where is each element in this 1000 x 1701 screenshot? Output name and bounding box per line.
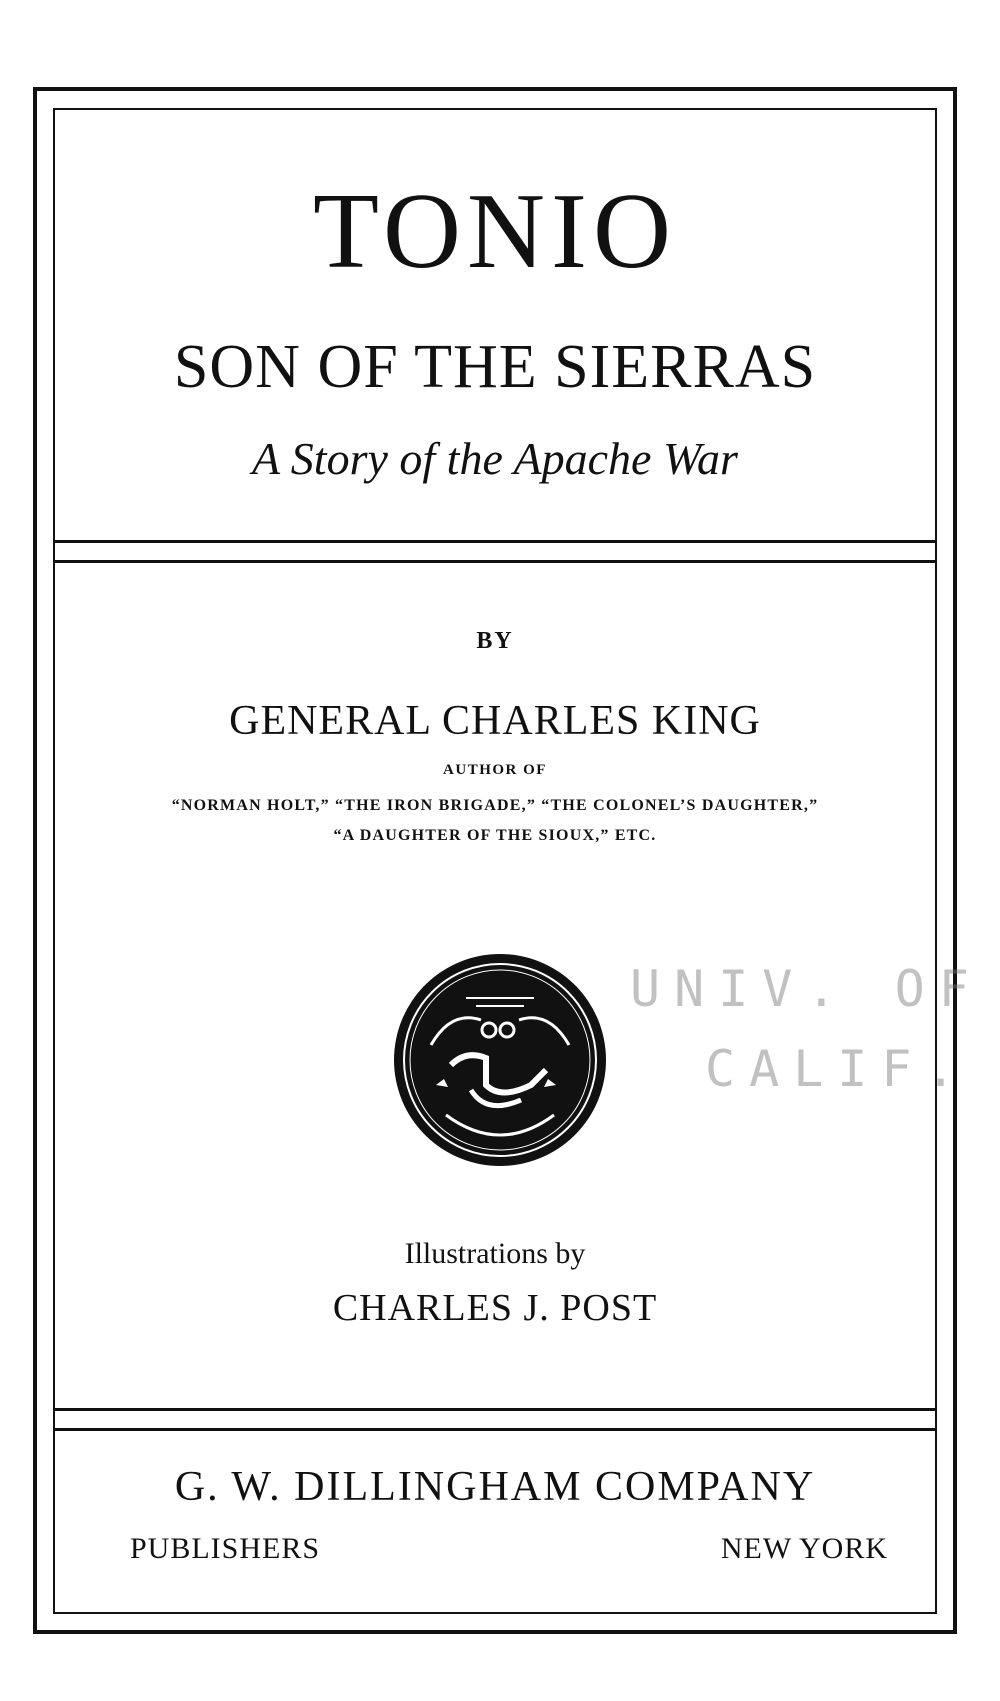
title-divider-top [53,540,937,543]
author-of-label: AUTHOR OF [443,762,547,778]
illustrator-name: CHARLES J. POST [332,1287,658,1329]
other-works-line: “NORMAN HOLT,” “THE IRON BRIGADE,” “THE COLONEL’S DAUGHTER,” [171,797,819,814]
publisher-divider-bottom [53,1428,937,1431]
other-works-line: “A DAUGHTER OF THE SIOUX,” ETC. [333,827,657,844]
publisher-seal-icon [391,950,609,1170]
book-title: TONIO [313,172,677,291]
author-name: GENERAL CHARLES KING [229,698,761,744]
by-label: BY [476,628,514,654]
publishers-label: PUBLISHERS [130,1532,321,1565]
book-tagline: A Story of the Apache War [252,433,738,484]
publisher-divider-top [53,1408,937,1411]
library-stamp: UNIV. OF [630,960,983,1018]
illustrations-label: Illustrations by [404,1237,586,1270]
title-divider-bottom [53,560,937,563]
book-subtitle: SON OF THE SIERRAS [173,333,817,401]
library-stamp: CALIF. [705,1040,970,1098]
publisher-name: G. W. DILLINGHAM COMPANY [174,1464,816,1510]
publisher-city: NEW YORK [720,1532,888,1565]
